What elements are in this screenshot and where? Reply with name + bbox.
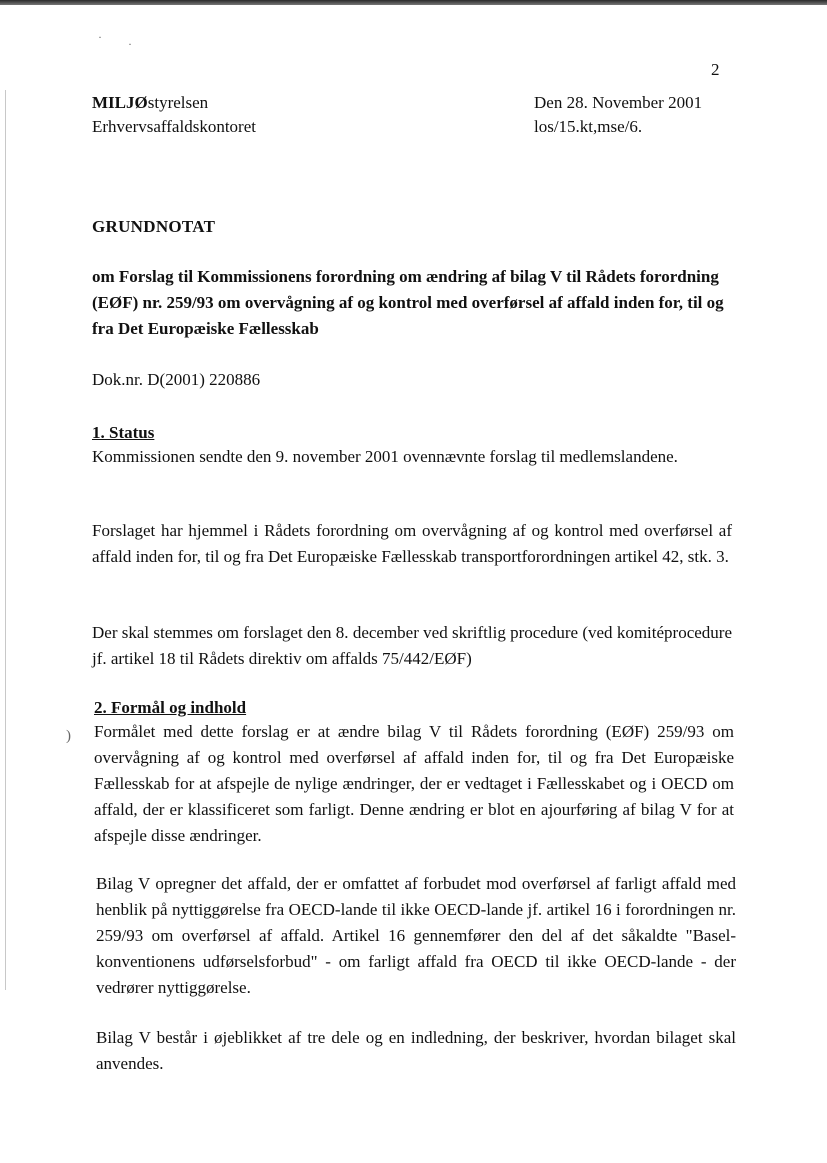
scan-mark: ) [66,728,71,744]
status-paragraph-2: Forslaget har hjemmel i Rådets forordning om overvågning af og kontrol med overførsel af affald inden for, til og fra Det Europæiske Fællesskab transportforordningen artikel 42, stk. 3. [92,521,732,566]
document-date: Den 28. November 2001 [534,93,703,112]
sender-office: Erhvervsaffaldskontoret [92,117,256,136]
document-reference: los/15.kt,mse/6. [534,117,643,136]
page-number: 2 [711,60,720,79]
purpose-paragraph-2: Bilag V opregner det affald, der er omfattet af forbudet mod overførsel af farligt affald med henblik på nyttiggørelse fra OECD-lande til ikke OECD-lande jf. artikel 16 i forordningen nr. 259/93 om overførsel af affald. Artikel 16 gennemfører den del af det såkaldte "Basel-konventionens udførselsforbud" - om farligt affald fra OECD til ikke OECD-lande - der vedrører nyttiggørelse. [96,874,736,997]
sender-block [92,91,256,139]
sender-brand-bold: MILJØ [92,93,148,112]
sender-agency [92,91,256,115]
document-number: Dok.nr. D(2001) 220886 [92,370,261,389]
scan-speck: · [98,30,102,44]
scan-top-edge [0,0,827,5]
sender-brand-rest: styrelsen [147,93,209,112]
date-block [534,91,702,139]
scan-speck: · [128,37,132,51]
section-heading-status: 1. Status [92,423,155,442]
document-title: GRUNDNOTAT [92,217,216,236]
status-paragraph-3: Der skal stemmes om forslaget den 8. december ved skriftlig procedure (ved komitéprocedure jf. artikel 18 til Rådets direktiv om affalds 75/442/EØF) [92,623,732,668]
purpose-paragraph-3: Bilag V består i øjeblikket af tre dele og en indledning, der beskriver, hvordan bilaget skal anvendes. [96,1028,736,1073]
status-paragraph-1: Kommissionen sendte den 9. november 2001 ovennævnte forslag til medlemslandene. [92,447,678,466]
section-heading-purpose: 2. Formål og indhold [94,698,247,717]
scan-left-edge [5,90,6,990]
document-subject: om Forslag til Kommissionens forordning om ændring af bilag V til Rådets forordning (EØF) nr. 259/93 om overvågning af og kontrol med overførsel af affald inden for, til og fra Det Europæiske Fællesskab [92,267,724,338]
purpose-paragraph-1: Formålet med dette forslag er at ændre bilag V til Rådets forordning (EØF) 259/93 om overvågning af og kontrol med overførsel af affald inden for, til og fra Det Europæiske Fællesskab for at afspejle de nylige ændringer, der er vedtaget i Fællesskabet og i OECD om affald, der er klassificeret som farligt. Denne ændring er blot en ajourføring af bilag V for at afspejle disse ændringer. [94,722,734,845]
